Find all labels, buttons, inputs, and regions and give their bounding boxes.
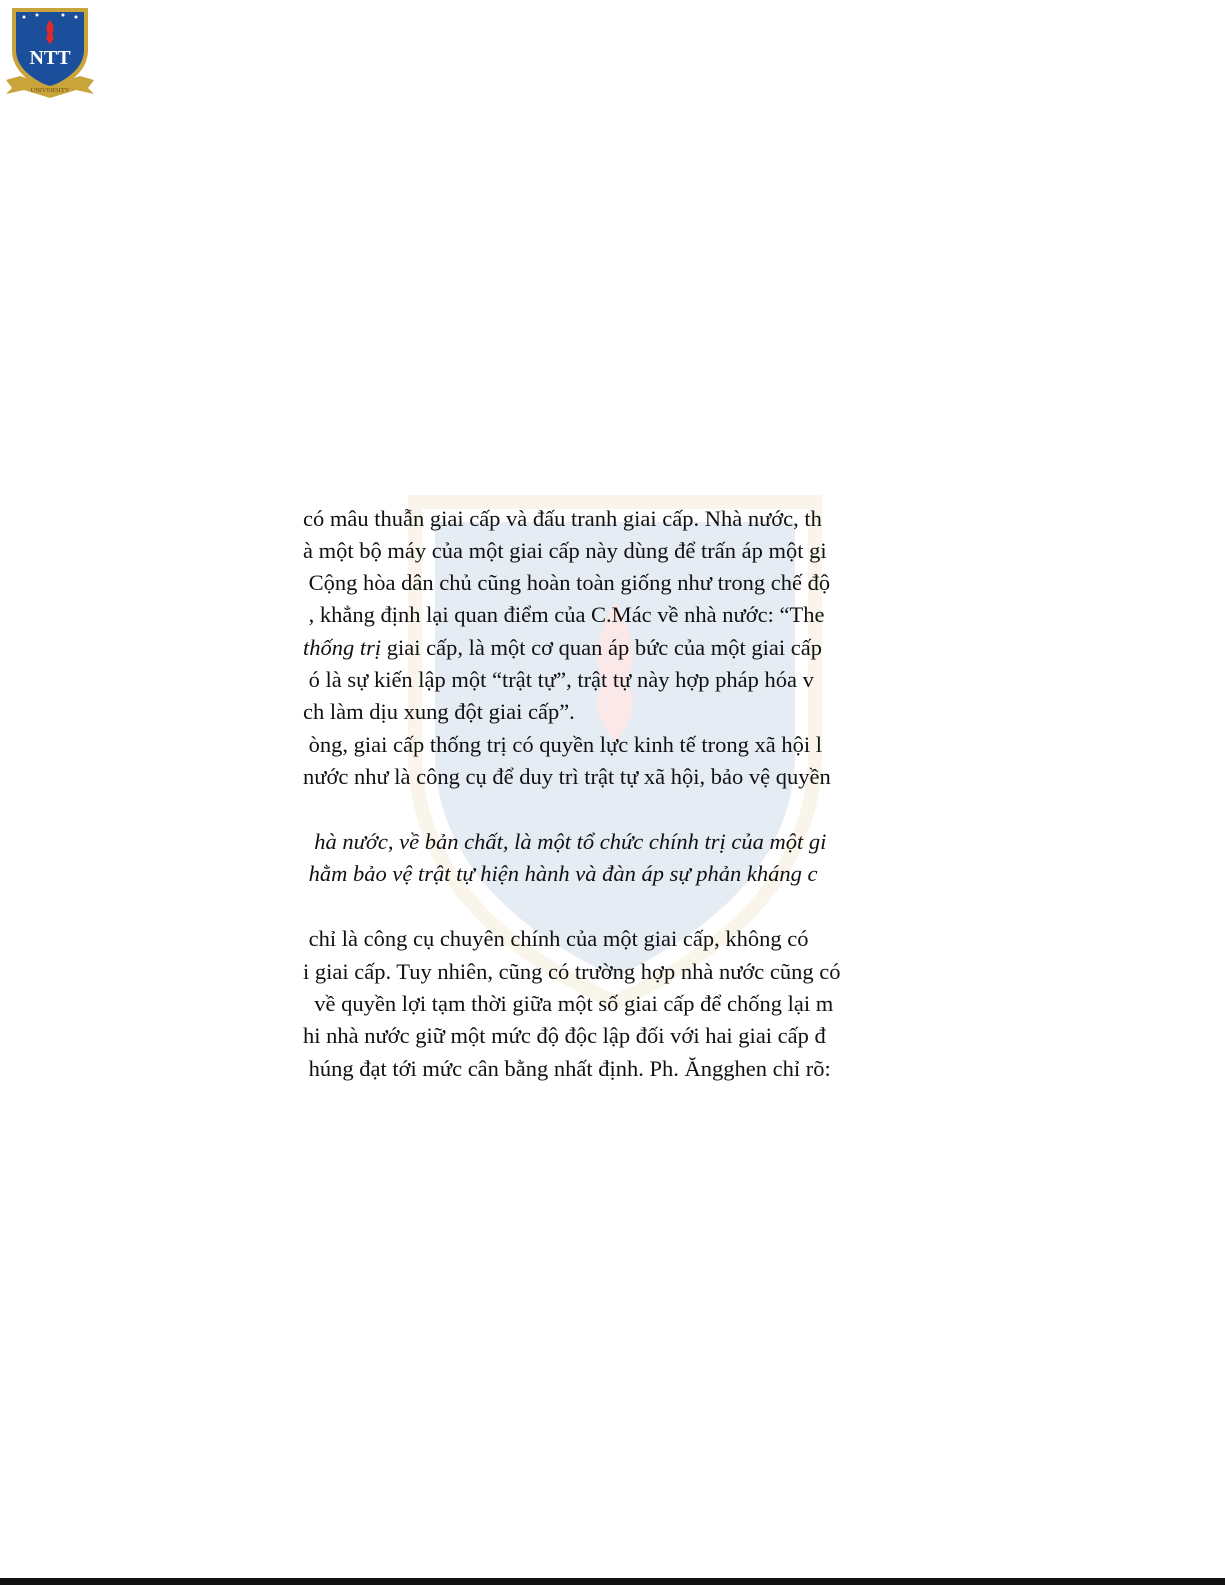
text-segment: có mâu thuẫn giai cấp và đấu tranh giai cấp. Nhà nước, th [303, 506, 822, 531]
text-line [303, 989, 833, 1019]
text-segment: à một bộ máy của một giai cấp này dùng để trấn áp một gi [303, 538, 827, 563]
text-segment: ó là sự kiến lập một “trật tự”, trật tự này hợp pháp hóa v [303, 667, 814, 692]
text-line [303, 1021, 826, 1051]
italic-text-segment: thống trị [303, 635, 382, 660]
text-segment: húng đạt tới mức cân bằng nhất định. Ph. Ăngghen chỉ rõ: [303, 1056, 831, 1081]
text-line [303, 957, 841, 987]
text-line [303, 924, 808, 954]
text-line [303, 568, 830, 598]
text-segment: i giai cấp. Tuy nhiên, cũng có trường hợp nhà nước cũng có [303, 959, 841, 984]
text-segment: nước như là công cụ để duy trì trật tự xã hội, bảo vệ quyền [303, 764, 831, 789]
text-line [303, 697, 575, 727]
text-segment: ch làm dịu xung đột giai cấp”. [303, 699, 575, 724]
text-segment: về quyền lợi tạm thời giữa một số giai cấp để chống lại m [303, 991, 834, 1016]
text-line [303, 827, 826, 857]
text-line [303, 730, 822, 760]
text-segment: òng, giai cấp thống trị có quyền lực kinh tế trong xã hội l [303, 732, 822, 757]
text-line [303, 600, 824, 630]
text-line [303, 536, 827, 566]
text-line [303, 504, 822, 534]
ntt-university-logo [4, 2, 96, 98]
text-segment: giai cấp, là một cơ quan áp bức của một giai cấp [381, 635, 822, 660]
page-bottom-rule [0, 1578, 1225, 1585]
text-line [303, 1054, 831, 1084]
logo-ribbon-text: UNIVERSITY [30, 87, 70, 94]
text-segment: hi nhà nước giữ một mức độ độc lập đối với hai giai cấp đ [303, 1023, 826, 1048]
text-line [303, 665, 814, 695]
italic-text-segment: hà nước, về bản chất, là một tổ chức chính trị của một gi [303, 829, 827, 854]
text-segment: chỉ là công cụ chuyên chính của một giai cấp, không có [303, 926, 809, 951]
text-line [303, 859, 817, 889]
text-line [303, 762, 831, 792]
text-line [303, 633, 822, 663]
logo-text: NTT [29, 47, 71, 69]
text-segment: , khẳng định lại quan điểm của C.Mác về nhà nước: “The [303, 602, 825, 627]
italic-text-segment: hằm bảo vệ trật tự hiện hành và đàn áp sự phản kháng c [303, 861, 818, 886]
text-segment: Cộng hòa dân chủ cũng hoàn toàn giống như trong chế độ [303, 570, 831, 595]
